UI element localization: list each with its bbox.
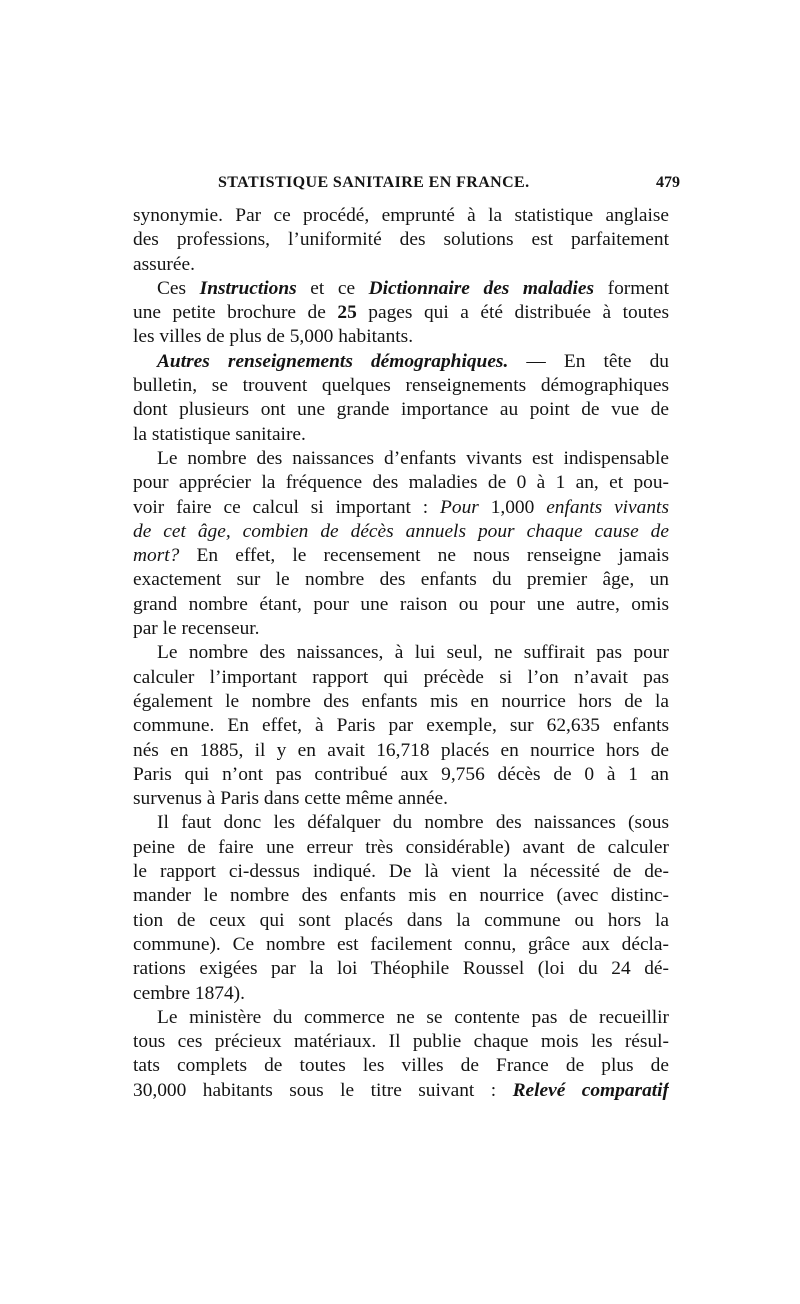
text-segment: mort? xyxy=(133,545,180,567)
text-segment: Autres renseignements démographiques. xyxy=(157,350,509,372)
text-line xyxy=(133,520,669,544)
text-segment: la statistique sanitaire. xyxy=(133,423,306,445)
text-segment: survenus à Paris dans cette même année. xyxy=(133,788,448,810)
text-line xyxy=(133,982,669,1006)
text-segment: bulletin, se trouvent quelques renseignements démographiques xyxy=(133,375,669,397)
text-line xyxy=(133,617,669,641)
text-segment: des professions, l’uniformité des solutions est parfaitement xyxy=(133,229,669,251)
text-line xyxy=(133,787,669,811)
text-segment: exactement sur le nombre des enfants du premier âge, un xyxy=(133,569,669,591)
body-text xyxy=(133,204,669,1103)
text-segment: commune). Ce nombre est facilement connu, grâce aux décla- xyxy=(133,933,669,955)
text-segment: forment xyxy=(594,277,669,299)
text-line xyxy=(133,325,669,349)
text-segment: — En tête du xyxy=(508,350,669,372)
text-line xyxy=(133,301,669,325)
running-title: STATISTIQUE SANITAIRE EN FRANCE. xyxy=(218,174,530,191)
text-segment: et ce xyxy=(296,277,369,299)
text-segment: 1,000 xyxy=(478,496,547,518)
text-segment: En effet, le recensement ne nous renseigne jamais xyxy=(179,545,669,567)
text-segment: mander le nombre des enfants mis en nourrice (avec distinc- xyxy=(133,885,669,907)
text-segment: tous ces précieux matériaux. Il publie chaque mois les résul- xyxy=(133,1031,669,1053)
text-line xyxy=(133,860,669,884)
text-segment: synonymie. Par ce procédé, emprunté à la statistique anglaise xyxy=(133,205,669,226)
text-segment: 25 xyxy=(337,302,357,324)
text-line xyxy=(133,593,669,617)
text-segment: voir faire ce calcul si important : xyxy=(133,496,441,518)
text-segment: assurée. xyxy=(133,253,195,275)
text-line xyxy=(133,909,669,933)
text-segment: Le nombre des naissances d’enfants vivants est indispensable xyxy=(157,447,669,469)
text-line xyxy=(133,471,669,495)
text-segment: une petite brochure de xyxy=(133,302,338,324)
text-segment: commune. En effet, à Paris par exemple, sur 62,635 enfants xyxy=(133,715,669,737)
text-line xyxy=(133,277,669,301)
text-segment: Instructions xyxy=(199,277,297,299)
text-line xyxy=(133,253,669,277)
text-line xyxy=(133,933,669,957)
text-segment: 30,000 habitants sous le titre suivant : xyxy=(133,1079,513,1101)
text-line xyxy=(133,568,669,592)
text-segment: tion de ceux qui sont placés dans la commune ou hors la xyxy=(133,909,669,931)
text-segment: Le ministère du commerce ne se contente pas de recueillir xyxy=(157,1006,669,1028)
page-number: 479 xyxy=(656,174,680,191)
running-header xyxy=(132,170,680,196)
text-line xyxy=(133,423,669,447)
text-segment: de cet âge, combien de décès annuels pour chaque cause de xyxy=(133,520,669,542)
text-segment: tats complets de toutes les villes de France de plus de xyxy=(133,1055,669,1077)
text-line xyxy=(133,836,669,860)
text-segment: Le nombre des naissances, à lui seul, ne suffirait pas pour xyxy=(157,642,669,664)
text-line xyxy=(133,739,669,763)
text-line xyxy=(133,641,669,665)
text-line xyxy=(133,1006,669,1030)
text-line xyxy=(133,204,669,228)
text-segment: Paris qui n’ont pas contribué aux 9,756 décès de 0 à 1 an xyxy=(133,763,669,785)
text-segment: enfants vivants xyxy=(546,496,669,518)
text-segment: Dictionnaire des maladies xyxy=(368,277,595,299)
text-line xyxy=(133,690,669,714)
text-line xyxy=(133,1079,669,1103)
text-segment: les villes de plus de 5,000 habitants. xyxy=(133,326,414,348)
text-segment: Relevé comparatif xyxy=(512,1079,669,1101)
text-line xyxy=(133,714,669,738)
text-line xyxy=(133,1054,669,1078)
text-segment: dont plusieurs ont une grande importance au point de vue de xyxy=(133,399,669,421)
text-segment: peine de faire une erreur très considérable) avant de calculer xyxy=(133,836,669,858)
text-line xyxy=(133,666,669,690)
text-segment: pour apprécier la fréquence des maladies de 0 à 1 an, et pou- xyxy=(133,472,669,494)
text-line xyxy=(133,544,669,568)
text-segment: Il faut donc les défalquer du nombre des naissances (sous xyxy=(157,812,669,834)
text-line xyxy=(133,350,669,374)
text-line xyxy=(133,811,669,835)
text-line xyxy=(133,1030,669,1054)
text-line xyxy=(133,496,669,520)
text-segment: également le nombre des enfants mis en nourrice hors de la xyxy=(133,690,669,712)
text-line xyxy=(133,398,669,422)
text-line xyxy=(133,228,669,252)
text-segment: pages qui a été distribuée à toutes xyxy=(356,302,669,324)
text-segment: rations exigées par la loi Théophile Roussel (loi du 24 dé- xyxy=(133,958,669,980)
text-line xyxy=(133,957,669,981)
text-segment: le rapport ci-dessus indiqué. De là vient la nécessité de de- xyxy=(133,861,669,883)
text-line xyxy=(133,447,669,471)
text-line xyxy=(133,763,669,787)
text-segment: par le recenseur. xyxy=(133,618,260,640)
text-line xyxy=(133,374,669,398)
text-segment: grand nombre étant, pour une raison ou pour une autre, omis xyxy=(133,593,669,615)
text-segment: Pour xyxy=(440,496,479,518)
text-segment: calculer l’important rapport qui précède si l’on n’avait pas xyxy=(133,666,669,688)
text-segment: nés en 1885, il y en avait 16,718 placés en nourrice hors de xyxy=(133,739,669,761)
text-segment: Ces xyxy=(157,277,200,299)
text-segment: cembre 1874). xyxy=(133,982,245,1004)
text-line xyxy=(133,884,669,908)
